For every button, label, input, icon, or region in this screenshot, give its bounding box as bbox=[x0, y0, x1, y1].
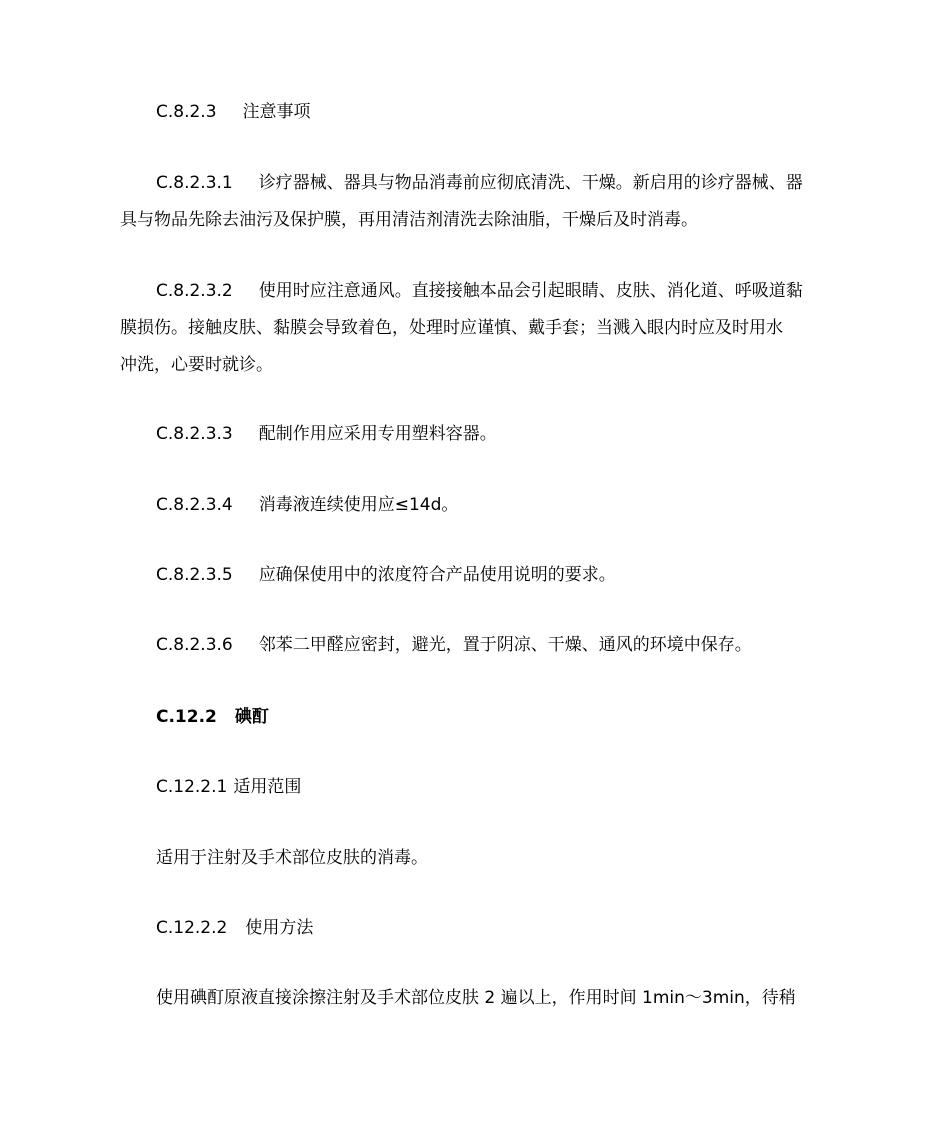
paragraph-text: 邻苯二甲醛应密封，避光，置于阴凉、干燥、通风的环境中保存。 bbox=[258, 635, 752, 655]
paragraph-c8231-line2: 具与物品先除去油污及保护膜，再用清洁剂清洗去除油脂，干燥后及时消毒。 bbox=[120, 210, 698, 230]
paragraph-c8232-line1 bbox=[156, 281, 830, 301]
paragraph-c8232-line2: 膜损伤。接触皮肤、黏膜会导致着色，处理时应谨慎、戴手套；当溅入眼内时应及时用水 bbox=[120, 318, 783, 338]
paragraph-text: 使用时应注意通风。直接接触本品会引起眼睛、皮肤、消化道、呼吸道黏 bbox=[258, 281, 803, 301]
section-title: 碘酊 bbox=[234, 707, 269, 727]
section-number: C.8.2.3.2 bbox=[156, 281, 233, 301]
heading-c823 bbox=[156, 102, 830, 122]
paragraph-c8233 bbox=[156, 424, 830, 444]
paragraph-c8234 bbox=[156, 495, 830, 515]
section-number: C.8.2.3.4 bbox=[156, 495, 233, 515]
section-number: C.12.2.1 bbox=[156, 777, 228, 797]
paragraph-c8231-line1 bbox=[156, 173, 830, 193]
heading-c1221 bbox=[156, 777, 830, 797]
paragraph-c8235 bbox=[156, 565, 830, 585]
section-number: C.12.2 bbox=[156, 707, 217, 727]
section-number: C.8.2.3.5 bbox=[156, 565, 233, 585]
section-title: 使用方法 bbox=[245, 918, 314, 938]
paragraph-c8236 bbox=[156, 635, 830, 655]
paragraph-text: 配制作用应采用专用塑料容器。 bbox=[258, 424, 497, 444]
section-title: 注意事项 bbox=[242, 102, 311, 122]
heading-c1222 bbox=[156, 918, 830, 938]
section-number: C.12.2.2 bbox=[156, 918, 228, 938]
paragraph-c1222-line1: 使用碘酊原液直接涂擦注射及手术部位皮肤 2 遍以上，作用时间 1min～3min，待稍 bbox=[156, 988, 796, 1008]
section-title: 适用范围 bbox=[233, 777, 302, 797]
section-number: C.8.2.3.6 bbox=[156, 635, 233, 655]
heading-c122 bbox=[156, 707, 830, 727]
section-number: C.8.2.3.3 bbox=[156, 424, 233, 444]
section-number: C.8.2.3 bbox=[156, 102, 217, 122]
paragraph-text: 消毒液连续使用应≤14d。 bbox=[258, 495, 459, 515]
section-number: C.8.2.3.1 bbox=[156, 173, 233, 193]
paragraph-text: 应确保使用中的浓度符合产品使用说明的要求。 bbox=[258, 565, 616, 585]
paragraph-c1221: 适用于注射及手术部位皮肤的消毒。 bbox=[156, 848, 428, 868]
paragraph-text: 诊疗器械、器具与物品消毒前应彻底清洗、干燥。新启用的诊疗器械、器 bbox=[258, 173, 803, 193]
paragraph-c8232-line3: 冲洗，心要时就诊。 bbox=[120, 355, 273, 375]
